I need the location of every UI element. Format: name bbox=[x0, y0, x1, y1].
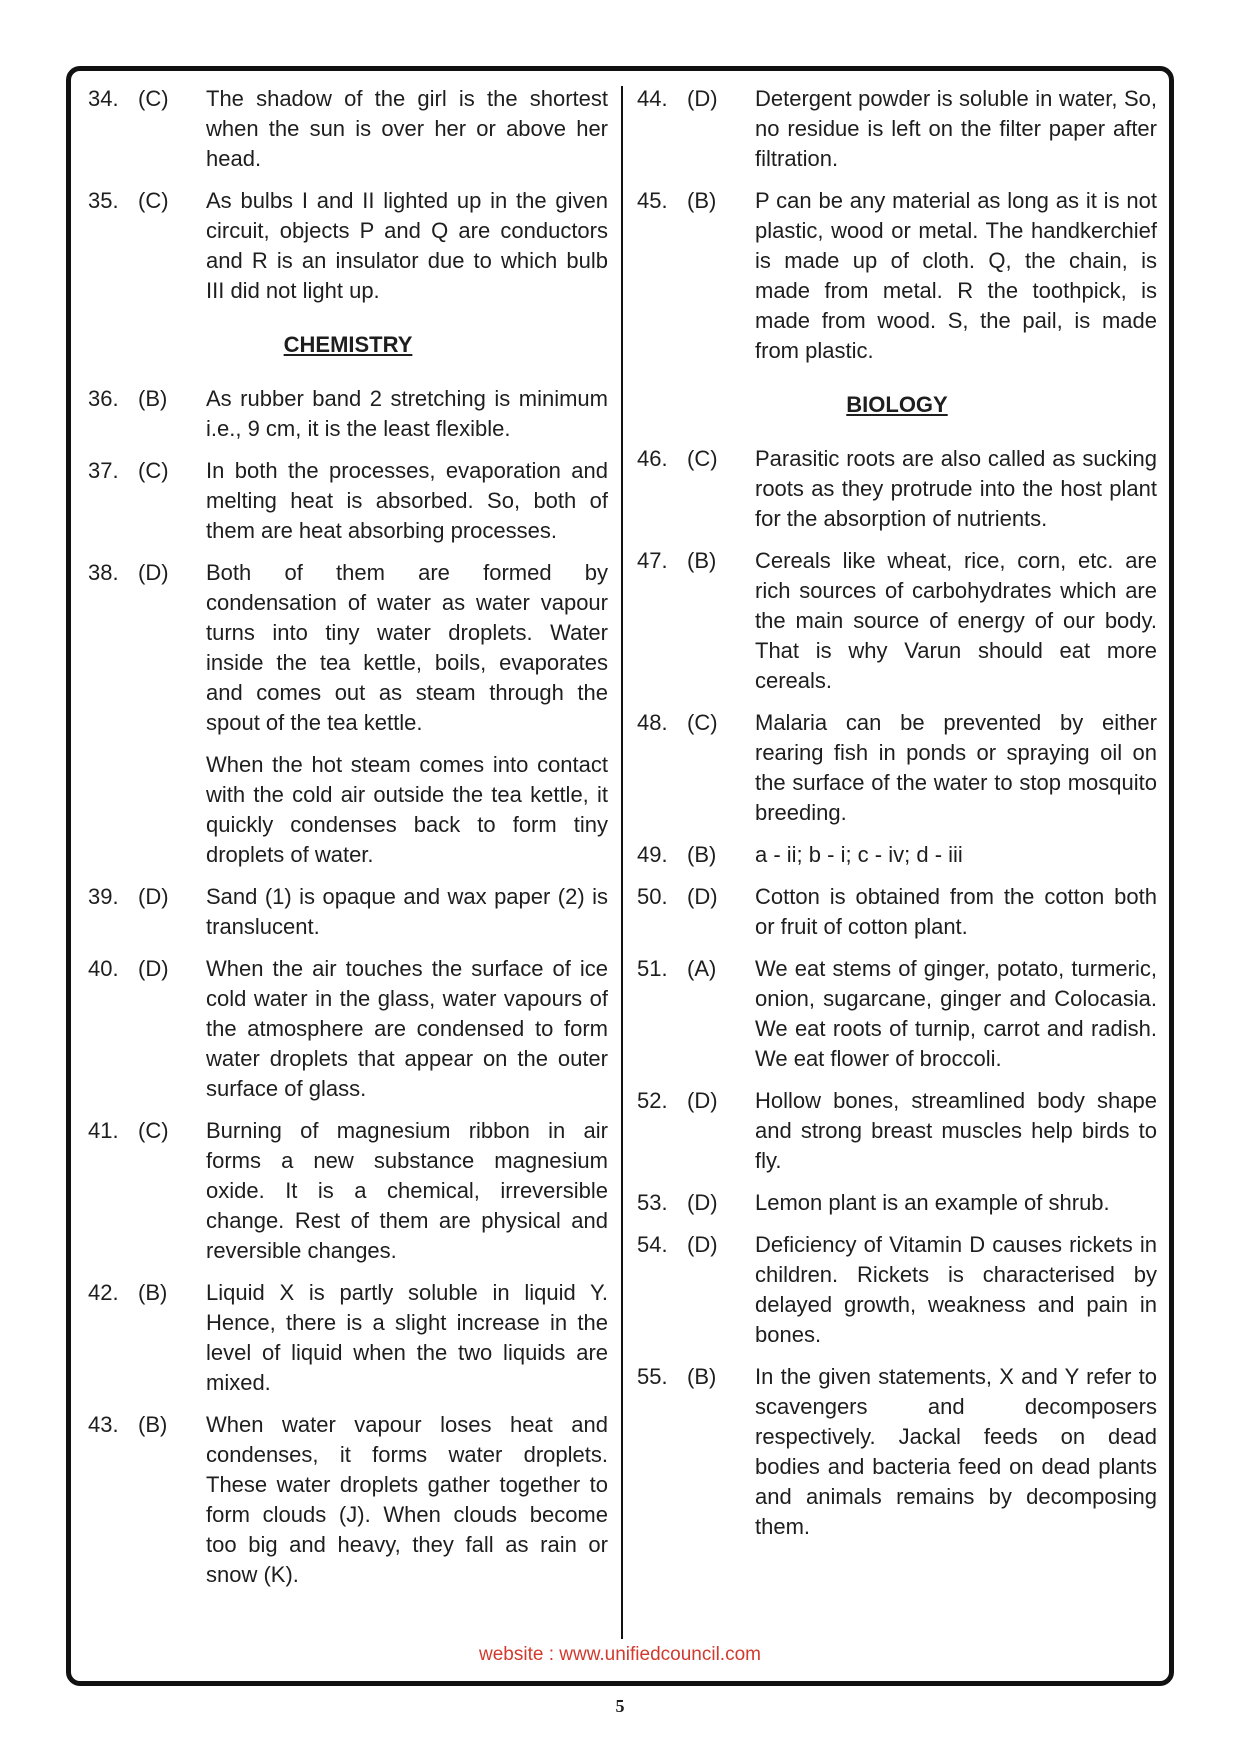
answer-option: (D) bbox=[687, 1232, 718, 1257]
explanation-paragraph: Liquid X is partly soluble in liquid Y. Hence, there is a slight increase in the level of liquid when the two liquids are mixed. bbox=[206, 1280, 608, 1395]
answer-item bbox=[637, 444, 1157, 534]
answer-option: (D) bbox=[138, 956, 169, 981]
question-number: 49. bbox=[637, 842, 668, 867]
answer-option: (B) bbox=[687, 842, 717, 867]
answer-item bbox=[88, 186, 608, 306]
answer-item bbox=[88, 558, 608, 870]
question-number: 40. bbox=[88, 956, 119, 981]
explanation bbox=[755, 444, 1157, 534]
question-number: 44. bbox=[637, 86, 668, 111]
question-number: 51. bbox=[637, 956, 668, 981]
question-number: 35. bbox=[88, 188, 119, 213]
explanation-paragraph: When water vapour loses heat and condenses, it forms water droplets. These water droplets gather together to form clouds (J). When clouds become too big and heavy, they fall as rain or snow (K). bbox=[206, 1412, 608, 1587]
explanation bbox=[755, 84, 1157, 174]
answer-option: (B) bbox=[138, 1412, 168, 1437]
answer-option: (C) bbox=[138, 458, 169, 483]
explanation bbox=[755, 546, 1157, 696]
right-items-b bbox=[637, 444, 1157, 1542]
left-column bbox=[88, 84, 608, 1602]
explanation bbox=[755, 1188, 1157, 1218]
answer-item bbox=[637, 954, 1157, 1074]
explanation-paragraph: When the hot steam comes into contact with the cold air outside the tea kettle, it quickly condenses back to form tiny droplets of water. bbox=[206, 752, 608, 867]
explanation-paragraph: When the air touches the surface of ice cold water in the glass, water vapours of the atmosphere are condensed to form water droplets that appear on the outer surface of glass. bbox=[206, 956, 608, 1101]
question-number: 45. bbox=[637, 188, 668, 213]
explanation-paragraph: As bulbs I and II lighted up in the given circuit, objects P and Q are conductors and R is an insulator due to which bulb III did not light up. bbox=[206, 188, 608, 303]
answer-item bbox=[637, 840, 1157, 870]
section-heading-biology: BIOLOGY bbox=[846, 392, 948, 417]
question-number: 39. bbox=[88, 884, 119, 909]
answer-option: (C) bbox=[687, 446, 718, 471]
explanation-paragraph: a - ii; b - i; c - iv; d - iii bbox=[755, 842, 963, 867]
explanation bbox=[755, 708, 1157, 828]
answer-option: (D) bbox=[687, 86, 718, 111]
answer-item bbox=[637, 546, 1157, 696]
explanation-paragraph: Cotton is obtained from the cotton both or fruit of cotton plant. bbox=[755, 884, 1157, 939]
explanation-paragraph: Sand (1) is opaque and wax paper (2) is translucent. bbox=[206, 884, 608, 939]
explanation-paragraph: Hollow bones, streamlined body shape and strong breast muscles help birds to fly. bbox=[755, 1088, 1157, 1173]
question-number: 47. bbox=[637, 548, 668, 573]
explanation-paragraph: In both the processes, evaporation and melting heat is absorbed. So, both of them are heat absorbing processes. bbox=[206, 458, 608, 543]
answer-option: (B) bbox=[687, 548, 717, 573]
explanation-paragraph: We eat stems of ginger, potato, turmeric, onion, sugarcane, ginger and Colocasia. We eat roots of turnip, carrot and radish. We eat flower of broccoli. bbox=[755, 956, 1157, 1071]
explanation-paragraph: Parasitic roots are also called as sucking roots as they protrude into the host plant for the absorption of nutrients. bbox=[755, 446, 1157, 531]
explanation-paragraph: Cereals like wheat, rice, corn, etc. are rich sources of carbohydrates which are the main source of energy of our body. That is why Varun should eat more cereals. bbox=[755, 548, 1157, 693]
answer-item bbox=[88, 384, 608, 444]
question-number: 52. bbox=[637, 1088, 668, 1113]
explanation bbox=[206, 1116, 608, 1266]
question-number: 54. bbox=[637, 1232, 668, 1257]
explanation bbox=[755, 882, 1157, 942]
explanation bbox=[755, 1230, 1157, 1350]
explanation-paragraph: Deficiency of Vitamin D causes rickets in children. Rickets is characterised by delayed growth, weakness and pain in bones. bbox=[755, 1232, 1157, 1347]
answer-option: (C) bbox=[138, 86, 169, 111]
answer-item bbox=[88, 456, 608, 546]
left-items-b bbox=[88, 384, 608, 1590]
answer-item bbox=[88, 1278, 608, 1398]
explanation bbox=[206, 186, 608, 306]
explanation-paragraph: In the given statements, X and Y refer to scavengers and decomposers respectively. Jackal feeds on dead bodies and bacteria feed on dead plants and animals remains by decomposing them. bbox=[755, 1364, 1157, 1539]
explanation bbox=[755, 954, 1157, 1074]
explanation-paragraph: Both of them are formed by condensation of water as water vapour turns into tiny water droplets. Water inside the tea kettle, boils, evaporates and comes out as steam through the spout of the tea kettle. bbox=[206, 560, 608, 735]
question-number: 37. bbox=[88, 458, 119, 483]
answer-option: (D) bbox=[138, 884, 169, 909]
answer-item bbox=[637, 1188, 1157, 1218]
explanation bbox=[206, 1278, 608, 1398]
section-heading-chemistry: CHEMISTRY bbox=[283, 332, 413, 357]
explanation bbox=[755, 1362, 1157, 1542]
answer-option: (C) bbox=[138, 1118, 169, 1143]
answer-item bbox=[88, 882, 608, 942]
question-number: 41. bbox=[88, 1118, 119, 1143]
answer-option: (D) bbox=[687, 1190, 718, 1215]
answer-option: (D) bbox=[138, 560, 169, 585]
explanation bbox=[206, 954, 608, 1104]
answer-option: (D) bbox=[687, 884, 718, 909]
explanation bbox=[206, 456, 608, 546]
explanation-paragraph: P can be any material as long as it is not plastic, wood or metal. The handkerchief is made up of cloth. Q, the chain, is made from metal. R the toothpick, is made from wood. S, the pail, is made from plastic. bbox=[755, 188, 1157, 363]
question-number: 34. bbox=[88, 86, 119, 111]
answer-item bbox=[637, 708, 1157, 828]
explanation-paragraph: As rubber band 2 stretching is minimum i.e., 9 cm, it is the least flexible. bbox=[206, 386, 608, 441]
explanation bbox=[755, 840, 1157, 870]
answer-item bbox=[88, 954, 608, 1104]
explanation-paragraph: The shadow of the girl is the shortest when the sun is over her or above her head. bbox=[206, 86, 608, 171]
explanation bbox=[206, 558, 608, 870]
explanation-paragraph: Lemon plant is an example of shrub. bbox=[755, 1190, 1110, 1215]
question-number: 36. bbox=[88, 386, 119, 411]
question-number: 55. bbox=[637, 1364, 668, 1389]
explanation bbox=[206, 84, 608, 174]
answer-item bbox=[637, 1230, 1157, 1350]
right-column bbox=[637, 84, 1157, 1554]
answer-item bbox=[637, 882, 1157, 942]
explanation bbox=[206, 384, 608, 444]
question-number: 48. bbox=[637, 710, 668, 735]
answer-item bbox=[637, 1086, 1157, 1176]
explanation-paragraph: Malaria can be prevented by either rearing fish in ponds or spraying oil on the surface of the water to stop mosquito breeding. bbox=[755, 710, 1157, 825]
question-number: 50. bbox=[637, 884, 668, 909]
answer-item bbox=[637, 1362, 1157, 1542]
answer-option: (D) bbox=[687, 1088, 718, 1113]
question-number: 43. bbox=[88, 1412, 119, 1437]
answer-item bbox=[88, 1116, 608, 1266]
question-number: 46. bbox=[637, 446, 668, 471]
explanation bbox=[206, 1410, 608, 1590]
answer-item bbox=[88, 1410, 608, 1590]
explanation bbox=[206, 882, 608, 942]
question-number: 38. bbox=[88, 560, 119, 585]
page-number: 5 bbox=[615, 1696, 625, 1716]
column-divider bbox=[621, 86, 623, 1639]
answer-option: (B) bbox=[687, 1364, 717, 1389]
explanation-paragraph: Detergent powder is soluble in water, So, no residue is left on the filter paper after filtration. bbox=[755, 86, 1157, 171]
answer-option: (C) bbox=[687, 710, 718, 735]
left-items-a bbox=[88, 84, 608, 306]
answer-item bbox=[88, 84, 608, 174]
right-items-a bbox=[637, 84, 1157, 366]
answer-item bbox=[637, 186, 1157, 366]
answer-option: (C) bbox=[138, 188, 169, 213]
explanation-paragraph: Burning of magnesium ribbon in air forms a new substance magnesium oxide. It is a chemical, irreversible change. Rest of them are physical and reversible changes. bbox=[206, 1118, 608, 1263]
explanation bbox=[755, 1086, 1157, 1176]
footer-website: website : www.unifiedcouncil.com bbox=[479, 1644, 761, 1665]
answer-option: (B) bbox=[138, 386, 168, 411]
explanation bbox=[755, 186, 1157, 366]
answer-option: (A) bbox=[687, 956, 717, 981]
answer-option: (B) bbox=[138, 1280, 168, 1305]
answer-item bbox=[637, 84, 1157, 174]
answer-option: (B) bbox=[687, 188, 717, 213]
question-number: 53. bbox=[637, 1190, 668, 1215]
question-number: 42. bbox=[88, 1280, 119, 1305]
